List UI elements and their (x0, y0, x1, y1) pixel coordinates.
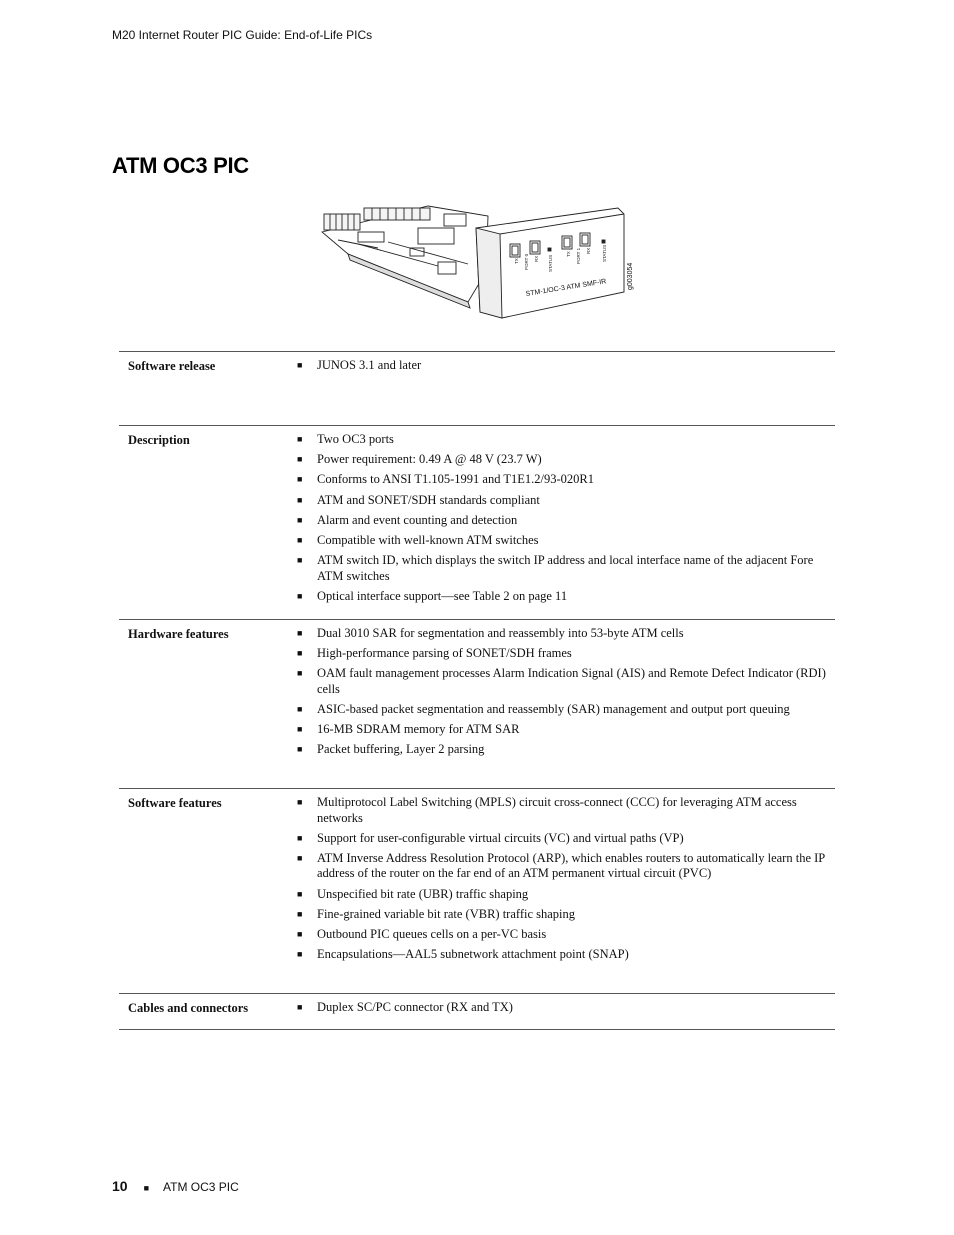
square-bullet-icon: ■ (297, 555, 303, 566)
list-item (289, 1000, 835, 1016)
square-bullet-icon: ■ (297, 949, 303, 960)
list-item (289, 722, 835, 738)
list-item (289, 851, 835, 882)
list-item (289, 589, 835, 605)
list-item-text: Packet buffering, Layer 2 parsing (317, 742, 485, 757)
list-item-text: Two OC3 ports (317, 432, 394, 446)
faceplate-label: STM-1/OC-3 ATM SMF-IR (525, 278, 607, 298)
running-header: M20 Internet Router PIC Guide: End-of-Life PICs (112, 28, 373, 42)
list-item (289, 702, 835, 718)
list-item (289, 907, 835, 923)
list-item (289, 646, 835, 662)
list-item (289, 795, 835, 826)
square-bullet-icon: ■ (297, 928, 303, 939)
square-bullet-icon: ■ (297, 534, 303, 545)
list-item-text: ATM Inverse Address Resolution Protocol (ARP), which enables routers to automatically learn the IP address of the router on the far end of an ATM permanent virtual circuit (PVC) (317, 850, 825, 881)
spec-row-label: Software features (128, 796, 222, 810)
square-bullet-icon: ■ (297, 797, 303, 807)
spec-item-list (289, 358, 835, 425)
square-bullet-icon: ■ (297, 434, 303, 444)
list-item-text: ATM switch ID, which displays the switch IP address and local interface name of the adjacent Fore ATM switches (317, 553, 814, 583)
list-item (289, 553, 835, 584)
square-bullet-icon: ■ (297, 888, 303, 899)
list-item (289, 533, 835, 549)
list-item-text: Support for user-configurable virtual circuits (VC) and virtual paths (VP) (317, 830, 684, 845)
spec-table (119, 351, 835, 1030)
list-item-text: Multiprotocol Label Switching (MPLS) circuit cross-connect (CCC) for leveraging ATM access networks (317, 795, 797, 825)
spec-row (119, 620, 835, 789)
spec-row (119, 426, 835, 620)
square-bullet-icon: ■ (297, 1002, 303, 1012)
list-item (289, 493, 835, 509)
square-bullet-icon: ■ (297, 852, 303, 863)
square-bullet-icon: ■ (297, 454, 303, 465)
square-bullet-icon: ■ (297, 514, 303, 525)
list-item-text: Outbound PIC queues cells on a per-VC basis (317, 926, 547, 941)
spec-row (119, 789, 835, 994)
list-item-text: OAM fault management processes Alarm Indication Signal (AIS) and Remote Defect Indicator (RDI) cells (317, 666, 826, 696)
spec-item-list (289, 626, 835, 788)
footer-bullet: ■ (143, 1183, 150, 1193)
list-item (289, 742, 835, 758)
figure-id: g003054 (627, 262, 634, 290)
port-label-port-0: PORT 0 (524, 253, 529, 270)
port-label-status-1: STATUS (602, 244, 607, 262)
square-bullet-icon: ■ (297, 724, 303, 735)
square-bullet-icon: ■ (297, 704, 303, 715)
list-item (289, 831, 835, 847)
port-label-tx-0: TX (514, 258, 519, 264)
list-item (289, 887, 835, 903)
footer-section: ATM OC3 PIC (163, 1180, 239, 1194)
spec-item-list (289, 795, 835, 993)
pic-illustration (318, 202, 638, 322)
port-label-tx-1: TX (566, 251, 571, 257)
list-item (289, 513, 835, 529)
list-item-text: Alarm and event counting and detection (317, 512, 518, 527)
list-item-text: Unspecified bit rate (UBR) traffic shaping (317, 886, 529, 901)
spec-row-label: Hardware features (128, 627, 229, 641)
list-item (289, 452, 835, 468)
square-bullet-icon: ■ (297, 590, 303, 601)
list-item-text: Conforms to ANSI T1.105-1991 and T1E1.2/93-020R1 (317, 472, 594, 487)
list-item (289, 666, 835, 697)
list-item-text: Optical interface support—see Table 2 on page 11 (317, 588, 568, 603)
spec-item-list (289, 1000, 835, 1029)
square-bullet-icon: ■ (297, 648, 303, 659)
spec-row (119, 352, 835, 426)
list-item-text: Encapsulations—AAL5 subnetwork attachment point (SNAP) (317, 947, 629, 962)
port-label-rx-1: RX (586, 247, 591, 254)
spec-item-list (289, 432, 835, 619)
square-bullet-icon: ■ (297, 494, 303, 505)
square-bullet-icon: ■ (297, 360, 303, 370)
port-label-rx-0: RX (534, 255, 539, 262)
list-item-text: Dual 3010 SAR for segmentation and reassembly into 53-byte ATM cells (317, 626, 684, 640)
spec-row-label: Software release (128, 359, 216, 373)
list-item (289, 432, 835, 448)
list-item (289, 626, 835, 642)
list-item-text: ASIC-based packet segmentation and reassembly (SAR) management and output port queuing (317, 702, 790, 717)
list-item (289, 358, 835, 374)
list-item-text: Power requirement: 0.49 A @ 48 V (23.7 W) (317, 452, 542, 467)
list-item (289, 947, 835, 963)
square-bullet-icon: ■ (297, 668, 303, 679)
page-title: ATM OC3 PIC (112, 153, 249, 178)
spec-row-label: Cables and connectors (128, 1001, 249, 1015)
list-item-text: Duplex SC/PC connector (RX and TX) (317, 1000, 513, 1014)
page-number: 10 (112, 1178, 128, 1194)
list-item-text: Compatible with well-known ATM switches (317, 532, 539, 547)
page-footer (112, 1178, 239, 1194)
spec-row-label: Description (128, 433, 190, 447)
square-bullet-icon: ■ (297, 474, 303, 485)
port-label-port-1: PORT 1 (576, 247, 581, 264)
square-bullet-icon: ■ (297, 908, 303, 919)
list-item-text: ATM and SONET/SDH standards compliant (317, 492, 540, 507)
square-bullet-icon: ■ (297, 744, 303, 755)
list-item-text: 16-MB SDRAM memory for ATM SAR (317, 722, 520, 737)
atm-oc3-pic-drawing (318, 202, 638, 322)
list-item (289, 927, 835, 943)
list-item (289, 472, 835, 488)
list-item-text: Fine-grained variable bit rate (VBR) traffic shaping (317, 906, 576, 921)
list-item-text: High-performance parsing of SONET/SDH frames (317, 646, 572, 661)
port-label-status-0: STATUS (548, 254, 553, 272)
list-item-text: JUNOS 3.1 and later (317, 358, 422, 372)
square-bullet-icon: ■ (297, 628, 303, 638)
square-bullet-icon: ■ (297, 832, 303, 843)
spec-row (119, 994, 835, 1030)
